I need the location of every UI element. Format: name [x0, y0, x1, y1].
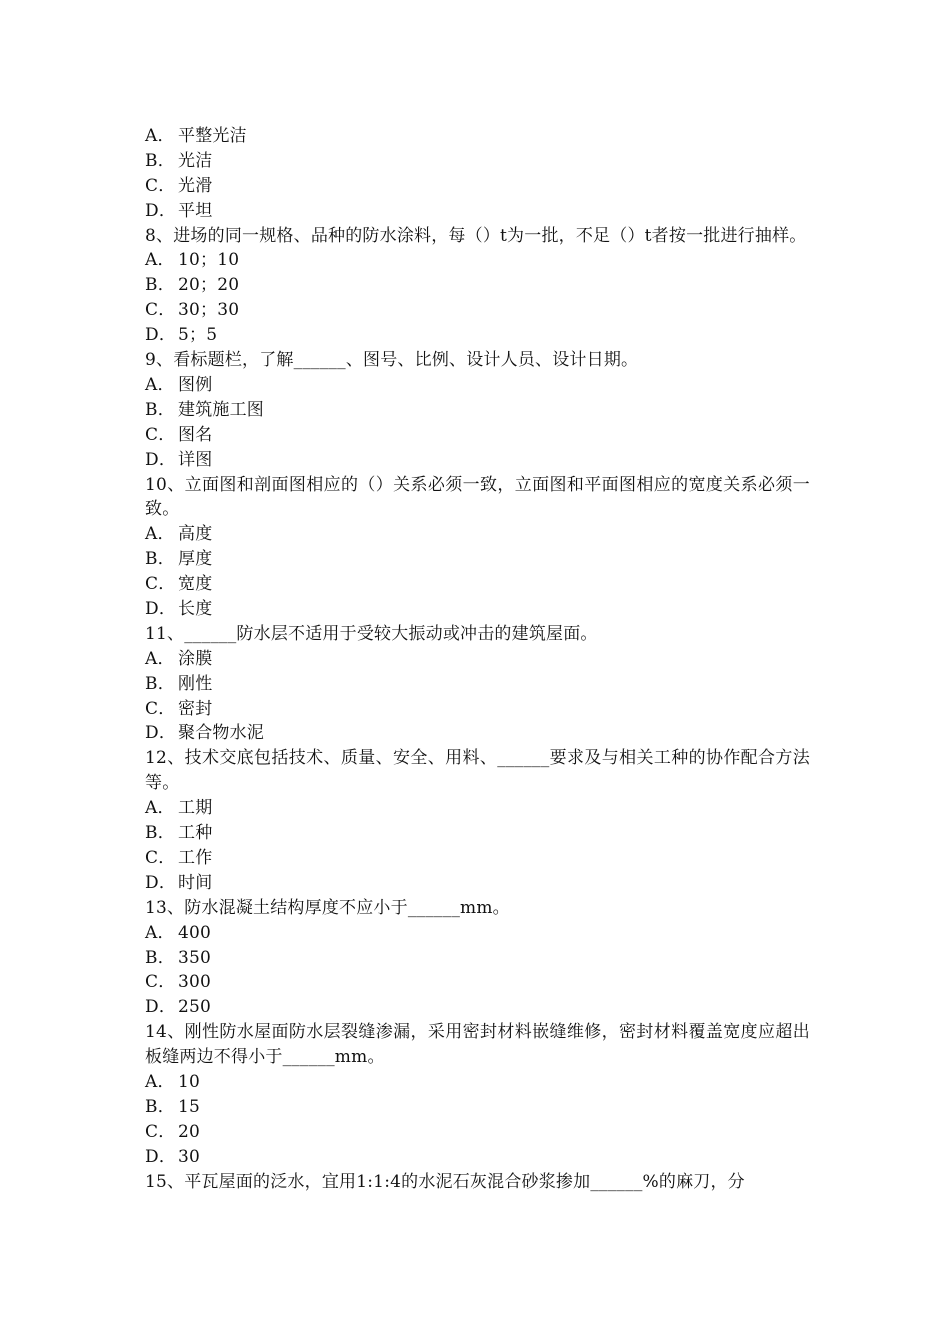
option-c — [145, 572, 810, 597]
option-b — [145, 1095, 810, 1120]
option-text: 20；20 — [178, 275, 240, 296]
option-text: 10 — [178, 1072, 201, 1092]
option-letter: B． — [145, 399, 175, 420]
option-text: 30；30 — [178, 300, 240, 321]
option-letter: C． — [145, 300, 176, 321]
option-letter: D． — [145, 997, 177, 1018]
option-a — [145, 373, 810, 398]
option-text: 400 — [178, 922, 212, 943]
option-letter: C． — [145, 972, 176, 993]
option-d — [145, 448, 810, 473]
question-14 — [145, 1020, 810, 1169]
option-letter: A． — [145, 798, 175, 819]
option-text: 工作 — [178, 847, 213, 868]
option-letter: C． — [145, 175, 176, 196]
option-text: 平坦 — [178, 200, 213, 221]
option-letter: B． — [145, 823, 175, 844]
option-b — [145, 273, 810, 298]
option-letter: A． — [145, 374, 175, 395]
question-text: 13、防水混凝土结构厚度不应小于______mm。 — [145, 897, 510, 918]
option-letter: A． — [145, 1072, 175, 1092]
option-b — [145, 946, 810, 971]
option-letter: D． — [145, 872, 177, 893]
option-text: 图例 — [178, 374, 213, 395]
question-11 — [145, 622, 810, 746]
question-8 — [145, 224, 810, 348]
question-10 — [145, 473, 810, 622]
option-a — [145, 124, 810, 149]
option-letter: B． — [145, 947, 175, 968]
option-text: 250 — [178, 997, 212, 1018]
option-letter: B． — [145, 1096, 175, 1117]
option-text: 厚度 — [178, 549, 213, 570]
option-text: 20 — [178, 1121, 201, 1142]
option-c — [145, 846, 810, 871]
option-a — [145, 921, 810, 946]
option-d — [145, 199, 810, 224]
option-text: 时间 — [178, 872, 213, 893]
option-letter: B． — [145, 275, 175, 296]
question-text: 10、立面图和剖面图相应的（）关系必须一致，立面图和平面图相应的宽度关系必须一致。 — [145, 474, 810, 520]
option-a — [145, 1070, 810, 1095]
option-c — [145, 298, 810, 323]
option-letter: A． — [145, 524, 175, 545]
option-text: 宽度 — [178, 574, 213, 595]
option-letter: D． — [145, 723, 177, 744]
option-b — [145, 398, 810, 423]
option-letter: C． — [145, 424, 176, 445]
option-letter: C． — [145, 698, 176, 719]
option-c — [145, 174, 810, 199]
question-text: 14、刚性防水屋面防水层裂缝渗漏，采用密封材料嵌缝维修，密封材料覆盖宽度应超出板缝两边不得小于______mm。 — [145, 1022, 810, 1068]
option-b — [145, 547, 810, 572]
option-letter: D． — [145, 1146, 177, 1167]
option-text: 刚性 — [178, 673, 213, 694]
option-text: 图名 — [178, 424, 213, 445]
option-text: 聚合物水泥 — [178, 723, 264, 744]
option-text: 密封 — [178, 698, 213, 719]
question-15 — [145, 1170, 810, 1195]
option-letter: D． — [145, 449, 177, 470]
option-d — [145, 871, 810, 896]
question-text: 11、______防水层不适用于受较大振动或冲击的建筑屋面。 — [145, 623, 598, 644]
option-text: 建筑施工图 — [178, 399, 264, 420]
option-text: 详图 — [178, 449, 213, 470]
question-13 — [145, 896, 810, 1020]
option-text: 工种 — [178, 823, 213, 844]
option-text: 光滑 — [178, 175, 213, 196]
option-letter: A． — [145, 922, 175, 943]
option-a — [145, 522, 810, 547]
option-c — [145, 1120, 810, 1145]
option-letter: B． — [145, 673, 175, 694]
option-d — [145, 721, 810, 746]
question-text: 9、看标题栏，了解______、图号、比例、设计人员、设计日期。 — [145, 350, 639, 371]
exam-page — [145, 124, 810, 1194]
question-text: 8、进场的同一规格、品种的防水涂料，每（）t为一批，不足（）t者按一批进行抽样。 — [145, 225, 807, 246]
option-letter: B． — [145, 150, 175, 171]
option-text: 长度 — [178, 598, 213, 619]
option-letter: C． — [145, 847, 176, 868]
option-a — [145, 248, 810, 273]
option-text: 15 — [178, 1096, 201, 1117]
option-text: 工期 — [178, 798, 213, 819]
previous-question-options — [145, 124, 810, 224]
option-letter: A． — [145, 250, 175, 271]
question-9 — [145, 348, 810, 472]
option-c — [145, 970, 810, 995]
option-d — [145, 597, 810, 622]
question-text: 15、平瓦屋面的泛水，宜用1:1:4的水泥石灰混合砂浆掺加______%的麻刀，分 — [145, 1171, 745, 1192]
option-letter: C． — [145, 1121, 176, 1142]
option-text: 光洁 — [178, 150, 213, 171]
option-letter: C． — [145, 574, 176, 595]
question-12 — [145, 746, 810, 895]
option-letter: B． — [145, 549, 175, 570]
option-letter: D． — [145, 200, 177, 221]
option-text: 30 — [178, 1146, 201, 1167]
option-text: 5；5 — [178, 325, 218, 346]
option-letter: A． — [145, 648, 175, 669]
option-a — [145, 647, 810, 672]
option-text: 平整光洁 — [178, 126, 247, 146]
option-text: 高度 — [178, 524, 213, 545]
option-letter: A． — [145, 126, 175, 146]
option-d — [145, 323, 810, 348]
option-b — [145, 149, 810, 174]
option-d — [145, 995, 810, 1020]
option-d — [145, 1145, 810, 1170]
option-b — [145, 672, 810, 697]
option-letter: D． — [145, 598, 177, 619]
question-text: 12、技术交底包括技术、质量、安全、用料、______要求及与相关工种的协作配合方法等。 — [145, 748, 810, 794]
option-text: 300 — [178, 972, 212, 993]
option-text: 涂膜 — [178, 648, 213, 669]
option-c — [145, 423, 810, 448]
option-text: 350 — [178, 947, 212, 968]
option-text: 10；10 — [178, 250, 240, 271]
option-b — [145, 821, 810, 846]
option-c — [145, 697, 810, 722]
option-letter: D． — [145, 325, 177, 346]
option-a — [145, 796, 810, 821]
